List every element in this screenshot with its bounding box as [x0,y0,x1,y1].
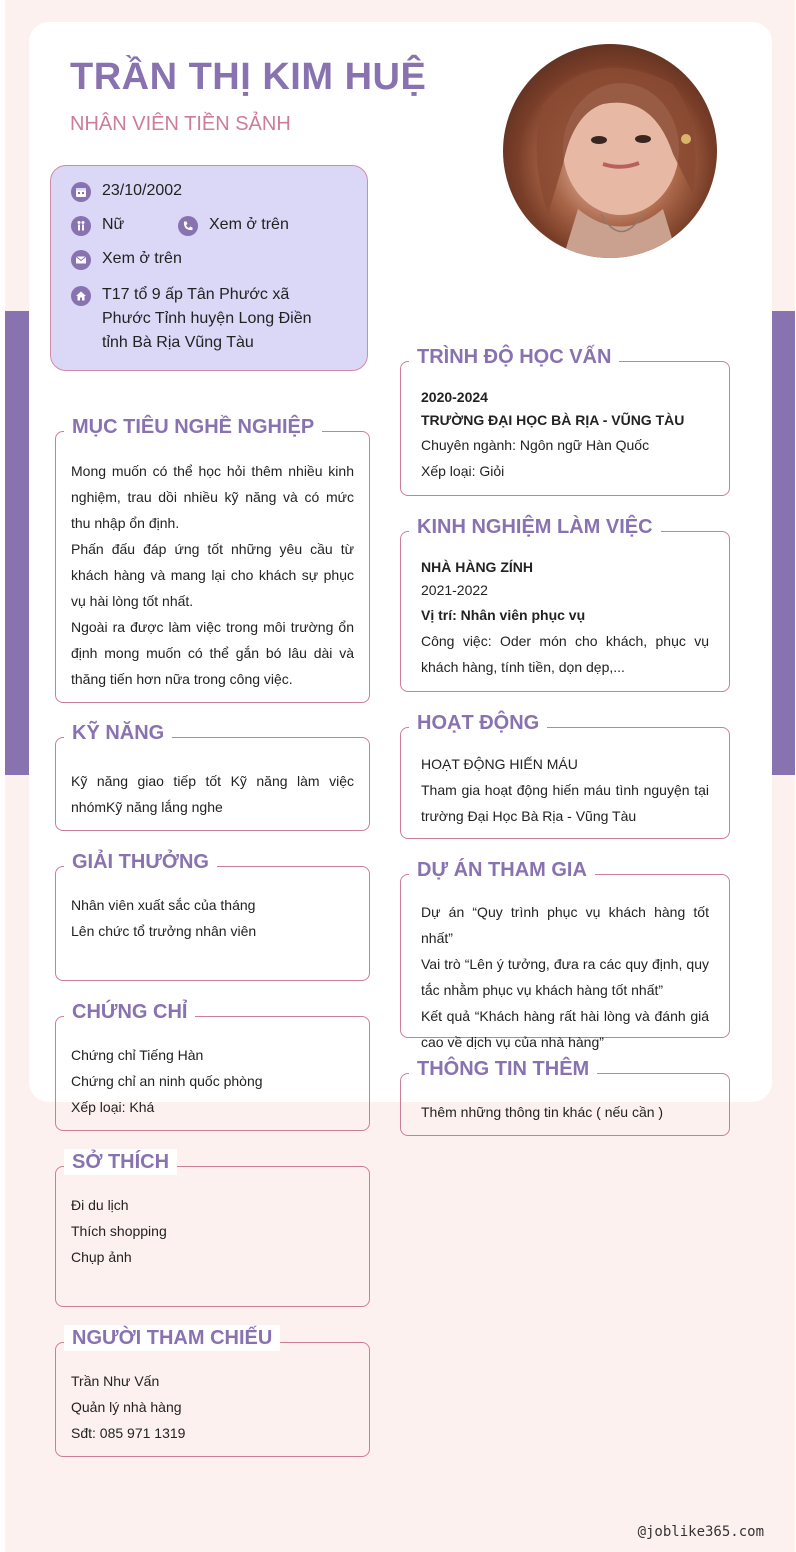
hobbies-title: SỞ THÍCH [64,1149,177,1175]
experience-period: 2021-2022 [421,582,488,598]
objective-section [55,416,370,703]
objective-paragraph: Mong muốn có thể học hỏi thêm nhiều kinh nghiệm, trau dồi nhiều kỹ năng và có mức thu nhập ổn định. [71,463,354,531]
certificate-item: Chứng chỉ Tiếng Hàn [71,1047,204,1063]
project-item: Dự án “Quy trình phục vụ khách hàng tốt nhất” [421,904,709,946]
experience-duties: Công việc: Oder món cho khách, phục vụ khách hàng, tính tiền, dọn dẹp,... [421,633,709,675]
activities-section [400,712,730,839]
calendar-icon [71,182,91,202]
education-school: TRƯỜNG ĐẠI HỌC BÀ RỊA - VŨNG TÀU [421,412,685,428]
experience-position: Vị trí: Nhân viên phục vụ [421,607,586,623]
birthday-row [71,182,182,202]
certificate-item: Xếp loại: Khá [71,1099,155,1115]
birthday-value: 23/10/2002 [102,182,183,199]
projects-title: DỰ ÁN THAM GIA [409,857,595,883]
hobby-item: Đi du lịch [71,1197,129,1213]
education-major: Chuyên ngành: Ngôn ngữ Hàn Quốc [421,437,650,453]
objective-paragraph: Phấn đấu đáp ứng tốt những yêu cầu từ khách hàng và mang lại cho khách sự phục vụ hài lòng tốt nhất. [71,541,354,609]
references-section [55,1327,370,1457]
reference-item: Sđt: 085 971 1319 [71,1425,186,1441]
experience-title: KINH NGHIỆM LÀM VIỆC [409,514,661,540]
certificate-item: Chứng chỉ an ninh quốc phòng [71,1073,263,1089]
objective-paragraph: Ngoài ra được làm việc trong môi trường ổn định mong muốn có thể gắn bó lâu dài và thăng tiến hơn nữa trong công việc. [71,619,354,687]
left-accent-band [5,311,29,775]
skills-title: KỸ NĂNG [64,720,172,746]
profile-photo [503,44,717,258]
additional-info-title: THÔNG TIN THÊM [409,1056,597,1082]
job-title: NHÂN VIÊN TIỀN SẢNH [70,113,291,135]
address-value: T17 tổ 9 ấp Tân Phước xã Phước Tỉnh huyện Long Điền tỉnh Bà Rịa Vũng Tàu [102,286,312,351]
skills-text: Kỹ năng giao tiếp tốt Kỹ năng làm việc nhómKỹ năng lắng nghe [71,773,354,815]
activity-name: HOẠT ĐỘNG HIẾN MÁU [421,756,578,772]
activities-title: HOẠT ĐỘNG [409,710,547,736]
reference-item: Trần Như Vấn [71,1373,160,1389]
projects-section [400,859,730,1050]
right-accent-band [772,311,795,775]
reference-item: Quản lý nhà hàng [71,1399,182,1415]
additional-info-text: Thêm những thông tin khác ( nếu cần ) [421,1104,664,1120]
project-item: Vai trò “Lên ý tưởng, đưa ra các quy định, quy tắc nhằm phục vụ khách hàng tốt nhất” [421,956,709,998]
awards-section [55,851,370,981]
education-period: 2020-2024 [421,389,488,405]
mail-icon [71,250,91,270]
hobby-item: Chụp ảnh [71,1249,132,1265]
education-section [400,346,730,496]
awards-title: GIẢI THƯỞNG [64,849,217,875]
address-row [71,286,340,355]
skills-section [55,722,370,831]
objective-title: MỤC TIÊU NGHỀ NGHIỆP [64,414,322,440]
phone-icon [178,216,198,236]
email-value: Xem ở trên [102,250,182,267]
gender-value: Nữ [102,216,125,233]
hobbies-section [55,1151,370,1307]
education-grade: Xếp loại: Giỏi [421,463,505,479]
project-item: Kết quả “Khách hàng rất hài lòng và đánh giá cao về dịch vụ của nhà hàng” [421,1008,709,1050]
certificates-title: CHỨNG CHỈ [64,999,195,1025]
hobby-item: Thích shopping [71,1223,167,1239]
gender-row [71,216,124,236]
phone-value: Xem ở trên [209,216,289,233]
activity-description: Tham gia hoạt động hiến máu tình nguyện tại trường Đại Học Bà Rịa - Vũng Tàu [421,782,709,824]
references-title: NGƯỜI THAM CHIẾU [64,1325,280,1351]
candidate-name: TRẦN THỊ KIM HUỆ [70,56,427,98]
additional-info-section [400,1058,730,1136]
email-row [71,250,182,270]
experience-company: NHÀ HÀNG ZÍNH [421,559,533,575]
certificates-section [55,1001,370,1131]
award-item: Nhân viên xuất sắc của tháng [71,897,256,913]
phone-row [178,216,289,236]
watermark: @joblike365.com [637,1524,764,1540]
education-title: TRÌNH ĐỘ HỌC VẤN [409,344,619,370]
experience-section [400,516,730,692]
award-item: Lên chức tổ trưởng nhân viên [71,923,257,939]
gender-icon [71,216,91,236]
home-icon [71,286,91,306]
